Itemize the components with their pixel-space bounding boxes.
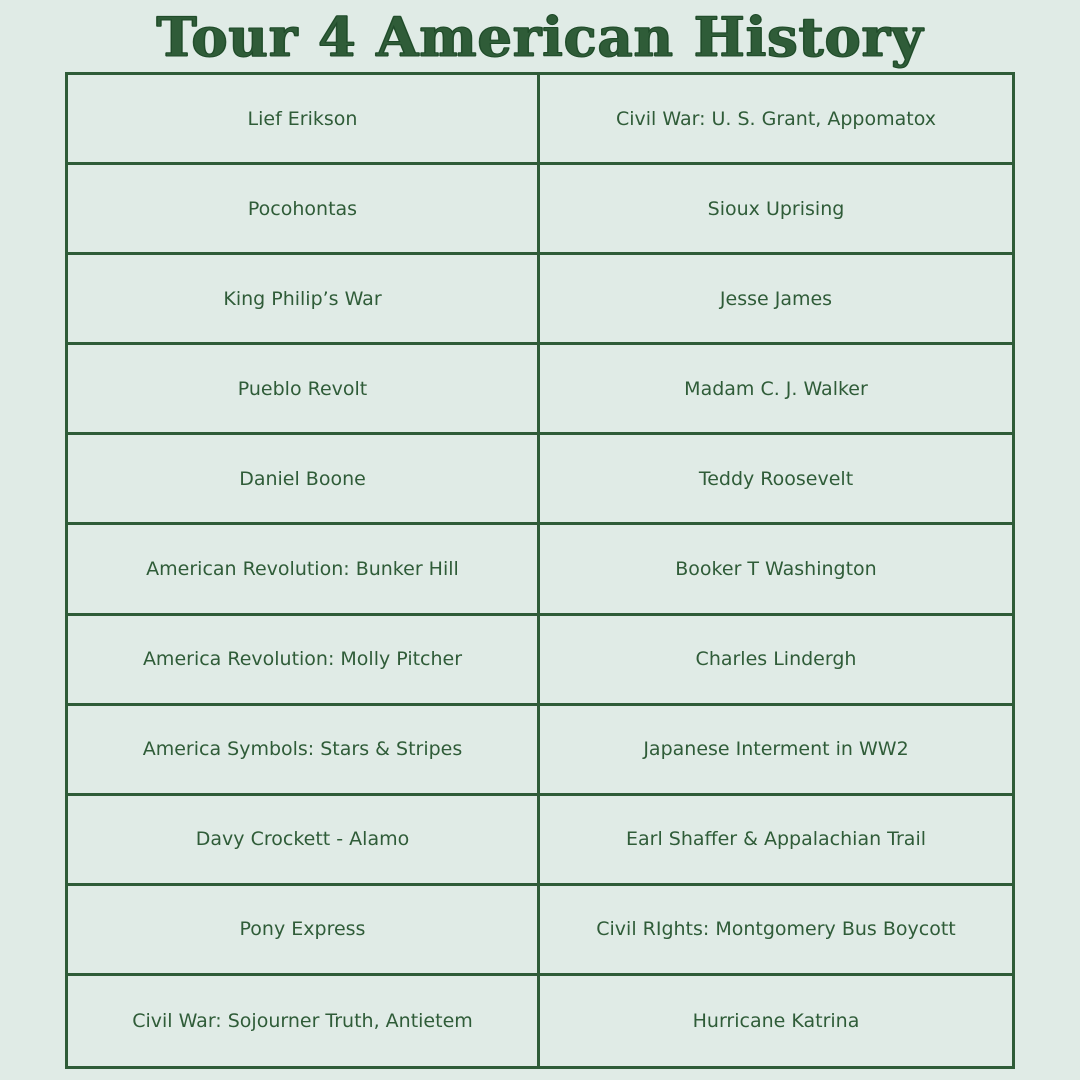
table-cell: America Symbols: Stars & Stripes	[68, 706, 540, 796]
table-cell: Civil War: Sojourner Truth, Antietem	[68, 976, 540, 1066]
table-cell: Sioux Uprising	[540, 165, 1012, 255]
table-cell: Pocohontas	[68, 165, 540, 255]
table-cell: Booker T Washington	[540, 525, 1012, 615]
table-cell: Lief Erikson	[68, 75, 540, 165]
table-cell: Japanese Interment in WW2	[540, 706, 1012, 796]
history-topics-table	[65, 72, 1015, 1069]
table-cell: Charles Lindergh	[540, 616, 1012, 706]
table-cell: Earl Shaffer & Appalachian Trail	[540, 796, 1012, 886]
table-cell: Hurricane Katrina	[692, 1009, 860, 1032]
table-cell: King Philip’s War	[68, 255, 540, 345]
table-cell: Civil RIghts: Montgomery Bus Boycott	[540, 886, 1012, 976]
table-cell: Pueblo Revolt	[68, 345, 540, 435]
table-cell: Civil War: U. S. Grant, Appomatox	[540, 75, 1012, 165]
table-cell: Daniel Boone	[68, 435, 540, 525]
table-cell: Davy Crockett - Alamo	[68, 796, 540, 886]
table-cell: Pony Express	[68, 886, 540, 976]
table-cell: Teddy Roosevelt	[540, 435, 1012, 525]
page-title: Tour 4 American History	[156, 5, 924, 69]
table-cell: Madam C. J. Walker	[540, 345, 1012, 435]
table-cell: Jesse James	[540, 255, 1012, 345]
table-cell: America Revolution: Molly Pitcher	[68, 616, 540, 706]
table-cell: American Revolution: Bunker Hill	[68, 525, 540, 615]
